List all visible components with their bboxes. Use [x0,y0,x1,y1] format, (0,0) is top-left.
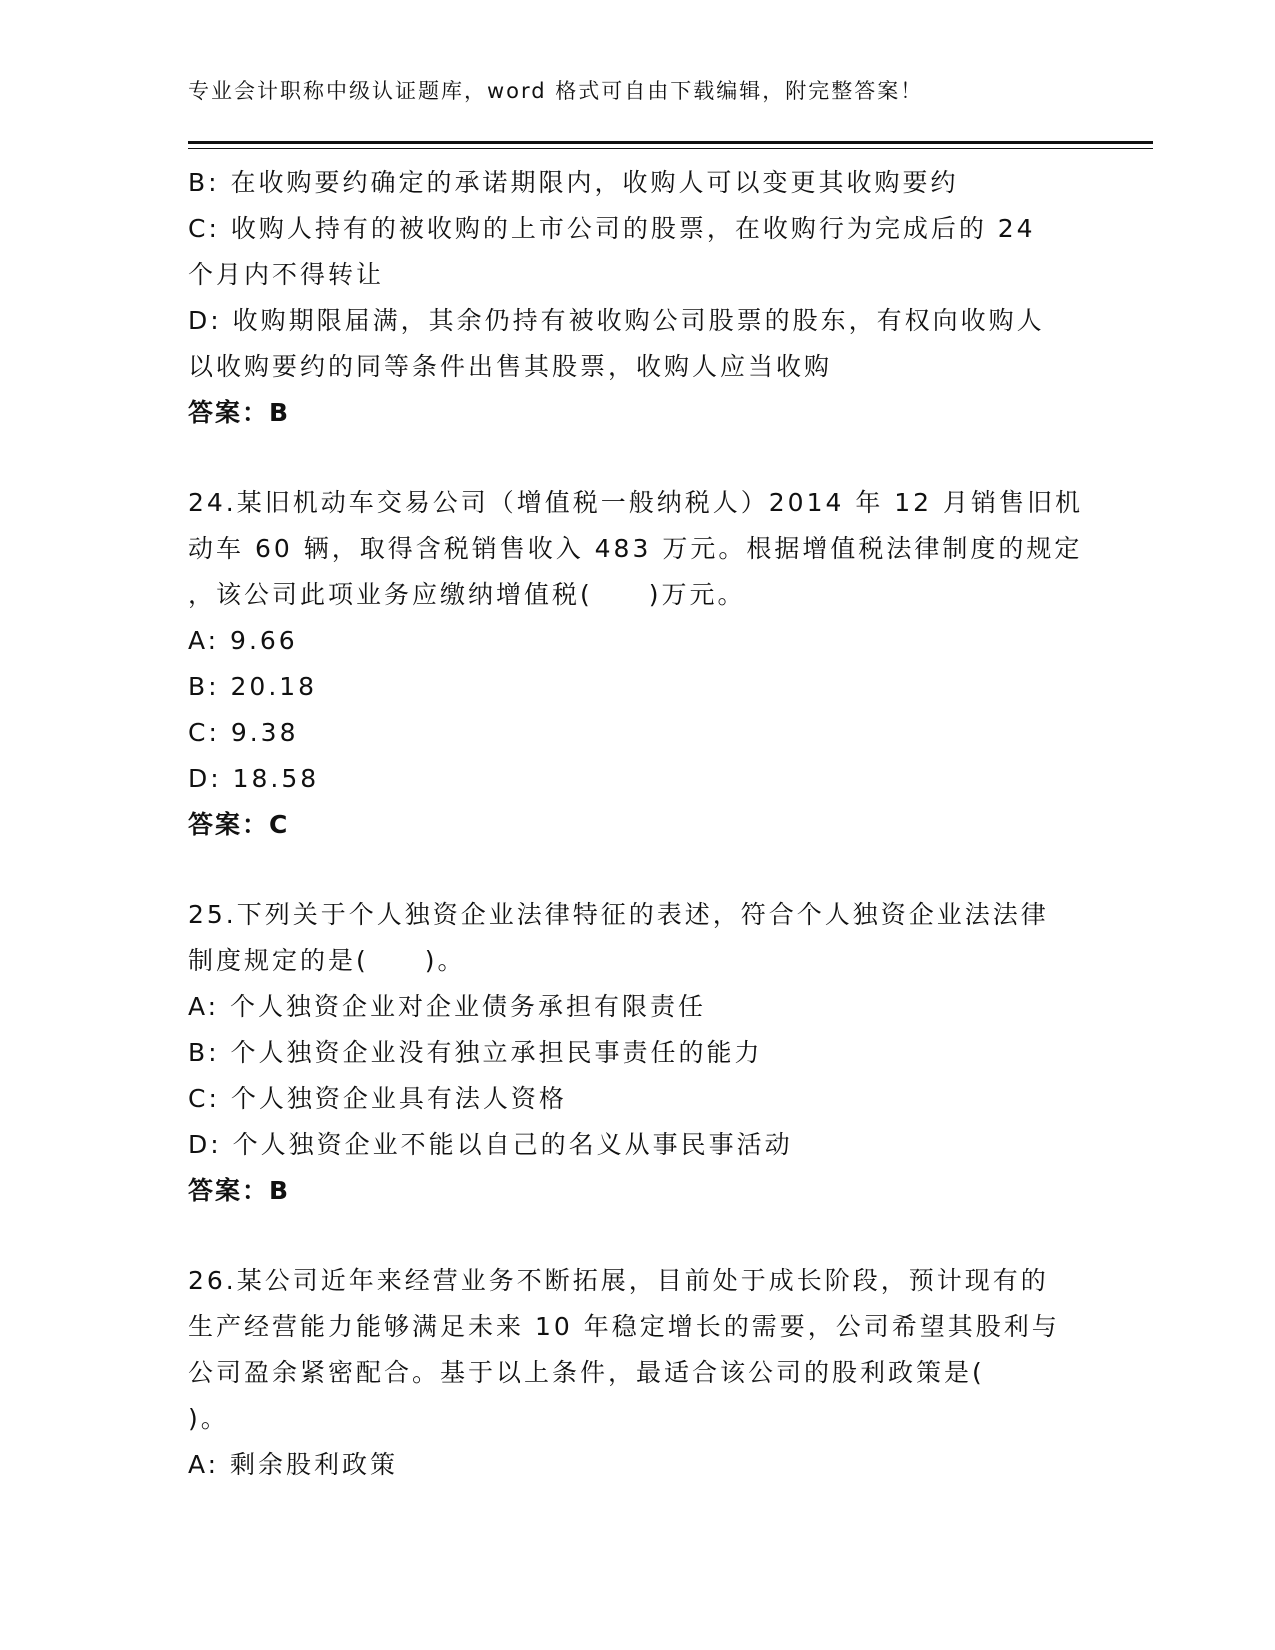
option-line: B: 在收购要约确定的承诺期限内，收购人可以变更其收购要约 [188,168,959,197]
question-stem-line: )。 [188,1404,229,1433]
option-line: 以收购要约的同等条件出售其股票，收购人应当收购 [188,352,833,381]
question-stem-line: 24.某旧机动车交易公司（增值税一般纳税人）2014 年 12 月销售旧机 [188,488,1084,517]
question-gap [188,436,1088,480]
option-line: A: 9.66 [188,626,298,655]
question-block [188,480,1088,848]
question-block [188,1258,1088,1488]
question-stem-line: 动车 60 辆，取得含税销售收入 483 万元。根据增值税法律制度的规定 [188,534,1083,563]
question-gap [188,848,1088,892]
question-stem-line: 26.某公司近年来经营业务不断拓展，目前处于成长阶段，预计现有的 [188,1266,1049,1295]
question-stem-line: ，该公司此项业务应缴纳增值税( )万元。 [188,580,746,609]
option-line: A: 剩余股利政策 [188,1450,399,1479]
header-rule-thin [188,148,1153,149]
question-stem-line: 制度规定的是( )。 [188,946,466,975]
option-line: C: 个人独资企业具有法人资格 [188,1084,567,1113]
question-list [188,160,1088,1488]
option-line: C: 收购人持有的被收购的上市公司的股票，在收购行为完成后的 24 [188,214,1036,243]
option-line: B: 个人独资企业没有独立承担民事责任的能力 [188,1038,763,1067]
question-stem-line: 公司盈余紧密配合。基于以上条件，最适合该公司的股利政策是( [188,1358,985,1387]
option-line: D: 18.58 [188,764,320,793]
option-line: 个月内不得转让 [188,260,385,289]
answer-line: 答案：B [188,1176,291,1205]
page-header: 专业会计职称中级认证题库，word 格式可自由下载编辑，附完整答案！ [188,79,924,103]
option-line: D: 个人独资企业不能以自己的名义从事民事活动 [188,1130,793,1159]
question-stem-line: 生产经营能力能够满足未来 10 年稳定增长的需要，公司希望其股利与 [188,1312,1060,1341]
option-line: D: 收购期限届满，其余仍持有被收购公司股票的股东，有权向收购人 [188,306,1045,335]
answer-line: 答案：C [188,810,290,839]
option-line: A: 个人独资企业对企业债务承担有限责任 [188,992,707,1021]
question-block [188,160,1088,436]
answer-line: 答案：B [188,398,291,427]
question-block [188,892,1088,1214]
option-line: C: 9.38 [188,718,299,747]
question-stem-line: 25.下列关于个人独资企业法律特征的表述，符合个人独资企业法法律 [188,900,1049,929]
option-line: B: 20.18 [188,672,318,701]
header-rule-thick [188,141,1153,144]
question-gap [188,1214,1088,1258]
